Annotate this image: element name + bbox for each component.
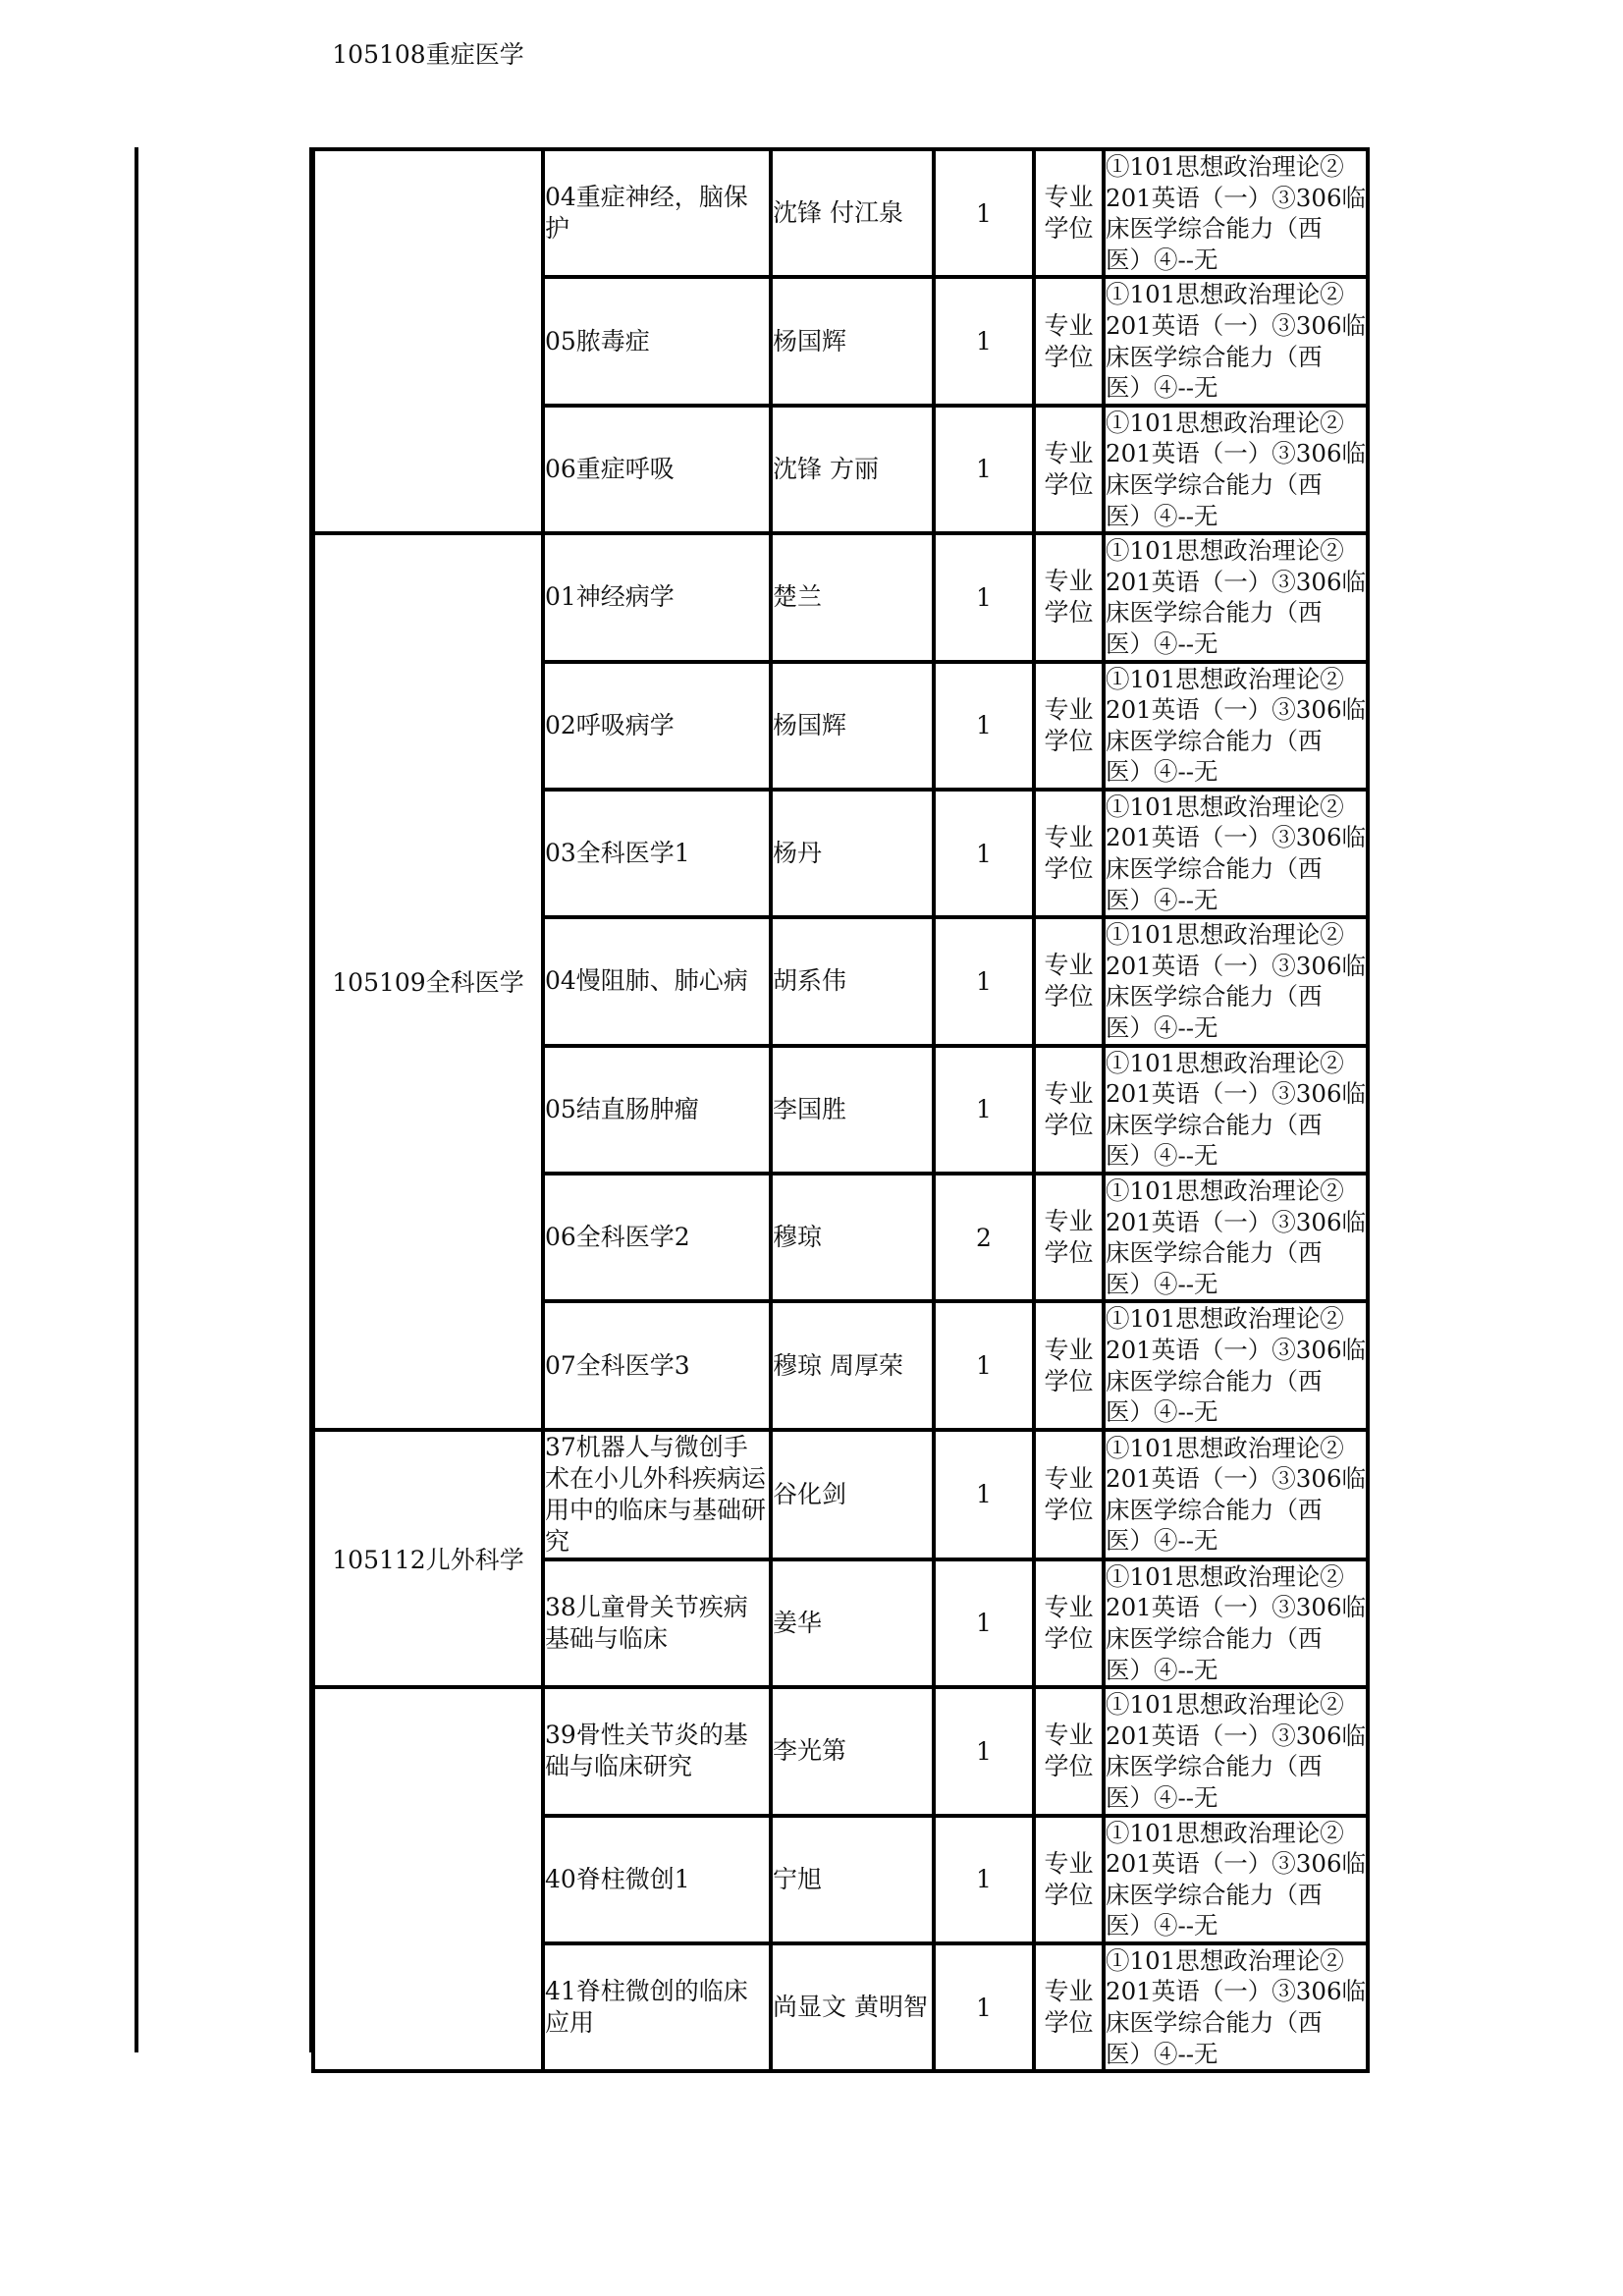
exam-subjects-cell [1104,1430,1368,1559]
tutor-text: 沈锋 付江泉 [773,198,903,228]
degree-line: 专业 [1044,823,1094,852]
direction-text: 39骨性关节炎的基础与临床研究 [545,1721,748,1781]
exam-line: 201英语（一）③306临 [1106,567,1367,596]
tutor-cell [771,1174,934,1301]
exam-line: ①101思想政治理论② [1106,1690,1344,1720]
major-name: 105109全科医学 [332,968,524,998]
exam-line: 医）④--无 [1106,1655,1218,1684]
direction-text: 41脊柱微创的临床应用 [545,1977,748,2038]
degree-line: 专业 [1044,1977,1094,2006]
count-text: 1 [976,966,992,996]
degree-line: 学位 [1044,1366,1094,1395]
tutor-cell [771,277,934,405]
count-cell [934,1687,1034,1815]
direction-cell [543,1816,771,1943]
count-cell [934,149,1034,277]
degree-line: 学位 [1044,1238,1094,1268]
major-cell [313,1430,543,1687]
exam-line: 床医学综合能力（西 [1106,1880,1323,1909]
degree-line: 学位 [1044,982,1094,1011]
direction-cell [543,662,771,790]
exam-line: 床医学综合能力（西 [1106,1623,1323,1653]
count-text: 1 [976,711,992,740]
direction-text: 03全科医学1 [545,839,690,868]
exam-line: 床医学综合能力（西 [1106,598,1323,628]
count-text: 1 [976,1351,992,1381]
exam-subjects-cell [1104,1559,1368,1687]
degree-line: 专业 [1044,438,1094,467]
exam-line: 201英语（一）③306临 [1106,951,1367,980]
direction-text: 06全科医学2 [545,1223,690,1252]
exam-line: 医）④--无 [1106,1782,1218,1812]
exam-line: 医）④--无 [1106,501,1218,530]
exam-line: ①101思想政治理论② [1106,536,1344,566]
degree-cell [1034,662,1104,790]
tutor-text: 姜华 [773,1608,823,1637]
exam-line: 床医学综合能力（西 [1106,214,1323,244]
exam-line: 201英语（一）③306临 [1106,1079,1367,1109]
exam-line: 医）④--无 [1106,1269,1218,1298]
exam-line: 床医学综合能力（西 [1106,982,1323,1011]
exam-subjects-cell [1104,406,1368,533]
major-cell [313,1687,543,2071]
tutor-cell [771,1816,934,1943]
tutor-cell [771,1430,934,1559]
exam-line: 201英语（一）③306临 [1106,439,1367,468]
direction-text: 07全科医学3 [545,1350,690,1380]
exam-line: 201英语（一）③306临 [1106,823,1367,852]
left-outer-border [135,147,138,2052]
exam-line: 201英语（一）③306临 [1106,1721,1367,1750]
tutor-cell [771,917,934,1045]
degree-line: 学位 [1044,1623,1094,1653]
count-text: 1 [976,1095,992,1124]
exam-line: ①101思想政治理论② [1106,1304,1344,1334]
table-row [313,1687,1368,1815]
degree-line: 学位 [1044,1752,1094,1781]
count-text: 1 [976,582,992,612]
degree-line: 学位 [1044,214,1094,244]
direction-cell [543,1943,771,2071]
direction-cell [543,277,771,405]
exam-subjects-cell [1104,149,1368,277]
exam-line: 床医学综合能力（西 [1106,2008,1323,2038]
count-cell [934,1430,1034,1559]
count-cell [934,1943,1034,2071]
exam-line: ①101思想政治理论② [1106,1433,1344,1462]
exam-subjects-cell [1104,917,1368,1045]
exam-line: ①101思想政治理论② [1106,1561,1344,1591]
exam-subjects-cell [1104,533,1368,661]
tutor-text: 杨国辉 [773,710,847,739]
exam-line: 床医学综合能力（西 [1106,726,1323,755]
degree-line: 专业 [1044,567,1094,596]
degree-cell [1034,1430,1104,1559]
exam-line: 201英语（一）③306临 [1106,1977,1367,2006]
tutor-cell [771,406,934,533]
degree-line: 专业 [1044,1848,1094,1878]
tutor-text: 楚兰 [773,582,823,612]
count-text: 1 [976,1993,992,2022]
degree-cell [1034,277,1104,405]
exam-subjects-cell [1104,277,1368,405]
degree-line: 专业 [1044,1592,1094,1621]
count-text: 1 [976,839,992,868]
degree-cell [1034,533,1104,661]
exam-line: ①101思想政治理论② [1106,1818,1344,1847]
exam-line: 医）④--无 [1106,1911,1218,1941]
exam-line: 医）④--无 [1106,629,1218,658]
enrollment-table [311,40,1370,2073]
exam-subjects-cell [1104,1174,1368,1301]
exam-line: 医）④--无 [1106,2039,1218,2068]
count-text: 1 [976,198,992,228]
tutor-text: 谷化剑 [773,1479,847,1508]
degree-line: 学位 [1044,726,1094,755]
exam-line: 医）④--无 [1106,885,1218,914]
tutor-cell [771,1046,934,1174]
exam-line: ①101思想政治理论② [1106,1945,1344,1975]
direction-text: 40脊柱微创1 [545,1864,690,1893]
exam-line: 医）④--无 [1106,1141,1218,1171]
tutor-cell [771,1301,934,1429]
exam-line: 201英语（一）③306临 [1106,1207,1367,1236]
major-name: 105108重症医学 [332,40,524,69]
degree-line: 学位 [1044,2008,1094,2038]
tutor-text: 杨丹 [773,839,823,868]
degree-cell [1034,1174,1104,1301]
degree-cell [1034,1301,1104,1429]
count-text: 2 [976,1223,992,1252]
direction-text: 02呼吸病学 [545,710,675,739]
direction-cell [543,149,771,277]
table-row [313,533,1368,661]
count-cell [934,1046,1034,1174]
direction-cell [543,406,771,533]
exam-line: 201英语（一）③306临 [1106,1464,1367,1494]
count-cell [934,277,1034,405]
exam-line: 医）④--无 [1106,1526,1218,1556]
exam-line: ①101思想政治理论② [1106,1048,1344,1077]
exam-line: 床医学综合能力（西 [1106,1238,1323,1268]
tutor-cell [771,1559,934,1687]
direction-text: 05结直肠肿瘤 [545,1094,699,1123]
count-cell [934,406,1034,533]
exam-line: 201英语（一）③306临 [1106,310,1367,340]
degree-line: 专业 [1044,951,1094,980]
tutor-cell [771,790,934,917]
exam-line: 医）④--无 [1106,1397,1218,1427]
tutor-cell [771,149,934,277]
exam-subjects-cell [1104,1816,1368,1943]
major-cell [313,40,543,533]
tutor-text: 穆琼 周厚荣 [773,1350,903,1380]
exam-line: 201英语（一）③306临 [1106,1335,1367,1364]
exam-line: 床医学综合能力（西 [1106,342,1323,371]
exam-line: ①101思想政治理论② [1106,920,1344,950]
exam-line: 床医学综合能力（西 [1106,1495,1323,1524]
exam-line: 床医学综合能力（西 [1106,854,1323,884]
direction-text: 01神经病学 [545,582,675,612]
count-cell [934,1559,1034,1687]
tutor-text: 李光第 [773,1736,847,1766]
exam-subjects-cell [1104,1301,1368,1429]
exam-line: 201英语（一）③306临 [1106,1593,1367,1622]
exam-subjects-cell [1104,1687,1368,1815]
count-cell [934,533,1034,661]
exam-line: 201英语（一）③306临 [1106,695,1367,725]
degree-line: 学位 [1044,1880,1094,1909]
direction-cell [543,917,771,1045]
exam-line: 床医学综合能力（西 [1106,1752,1323,1781]
direction-cell [543,1559,771,1687]
table-row [313,1430,1368,1559]
table-row [313,149,1368,277]
exam-line: 床医学综合能力（西 [1106,469,1323,499]
exam-line: 201英语（一）③306临 [1106,1849,1367,1879]
exam-line: ①101思想政治理论② [1106,664,1344,693]
degree-cell [1034,1046,1104,1174]
direction-cell [543,1301,771,1429]
tutor-text: 胡系伟 [773,966,847,996]
degree-line: 专业 [1044,694,1094,724]
degree-cell [1034,1943,1104,2071]
count-cell [934,790,1034,917]
direction-cell [543,790,771,917]
direction-cell [543,1174,771,1301]
degree-cell [1034,1559,1104,1687]
tutor-text: 杨国辉 [773,326,847,355]
degree-line: 学位 [1044,598,1094,628]
degree-line: 学位 [1044,342,1094,371]
degree-line: 专业 [1044,310,1094,340]
exam-line: 医）④--无 [1106,373,1218,403]
direction-text: 37机器人与微创手术在小儿外科疾病运用中的临床与基础研究 [545,1432,767,1556]
degree-line: 专业 [1044,183,1094,212]
count-text: 1 [976,1609,992,1638]
degree-line: 专业 [1044,1078,1094,1108]
exam-line: 201英语（一）③306临 [1106,183,1367,212]
count-text: 1 [976,327,992,356]
direction-text: 04慢阻肺、肺心病 [545,966,748,996]
degree-line: 学位 [1044,854,1094,884]
direction-text: 04重症神经，脑保护 [545,183,748,244]
direction-text: 38儿童骨关节疾病基础与临床 [545,1592,748,1653]
degree-cell [1034,406,1104,533]
exam-line: 床医学综合能力（西 [1106,1110,1323,1139]
tutor-text: 宁旭 [773,1864,823,1893]
exam-subjects-cell [1104,1046,1368,1174]
degree-line: 专业 [1044,1463,1094,1493]
tutor-text: 穆琼 [773,1223,823,1252]
exam-subjects-cell [1104,1943,1368,2071]
degree-line: 学位 [1044,1110,1094,1139]
tutor-text: 沈锋 方丽 [773,454,879,483]
degree-cell [1034,790,1104,917]
tutor-text: 尚显文 黄明智 [773,1993,928,2022]
count-text: 1 [976,1736,992,1766]
exam-line: 医）④--无 [1106,245,1218,274]
exam-subjects-cell [1104,790,1368,917]
tutor-cell [771,1943,934,2071]
tutor-text: 李国胜 [773,1094,847,1123]
degree-line: 学位 [1044,1495,1094,1524]
degree-cell [1034,917,1104,1045]
count-text: 1 [976,1865,992,1894]
exam-line: ①101思想政治理论② [1106,152,1344,181]
degree-cell [1034,1687,1104,1815]
direction-cell [543,1430,771,1559]
degree-line: 专业 [1044,1335,1094,1364]
exam-line: 医）④--无 [1106,1013,1218,1043]
degree-cell [1034,149,1104,277]
count-cell [934,1301,1034,1429]
degree-line: 学位 [1044,469,1094,499]
direction-cell [543,1046,771,1174]
exam-line: ①101思想政治理论② [1106,1176,1344,1205]
tutor-cell [771,662,934,790]
exam-line: 床医学综合能力（西 [1106,1366,1323,1395]
count-text: 1 [976,1480,992,1509]
count-cell [934,1816,1034,1943]
major-name: 105112儿外科学 [332,1545,524,1574]
direction-text: 05脓毒症 [545,326,650,355]
exam-subjects-cell [1104,662,1368,790]
count-cell [934,917,1034,1045]
direction-cell [543,1687,771,1815]
count-text: 1 [976,455,992,484]
major-cell [313,533,543,1430]
exam-line: ①101思想政治理论② [1106,792,1344,821]
degree-line: 专业 [1044,1721,1094,1750]
direction-text: 06重症呼吸 [545,454,675,483]
count-cell [934,662,1034,790]
exam-line: ①101思想政治理论② [1106,408,1344,437]
count-cell [934,1174,1034,1301]
tutor-cell [771,1687,934,1815]
exam-line: 医）④--无 [1106,757,1218,787]
tutor-cell [771,533,934,661]
exam-line: ①101思想政治理论② [1106,280,1344,309]
direction-cell [543,533,771,661]
degree-cell [1034,1816,1104,1943]
degree-line: 专业 [1044,1207,1094,1236]
